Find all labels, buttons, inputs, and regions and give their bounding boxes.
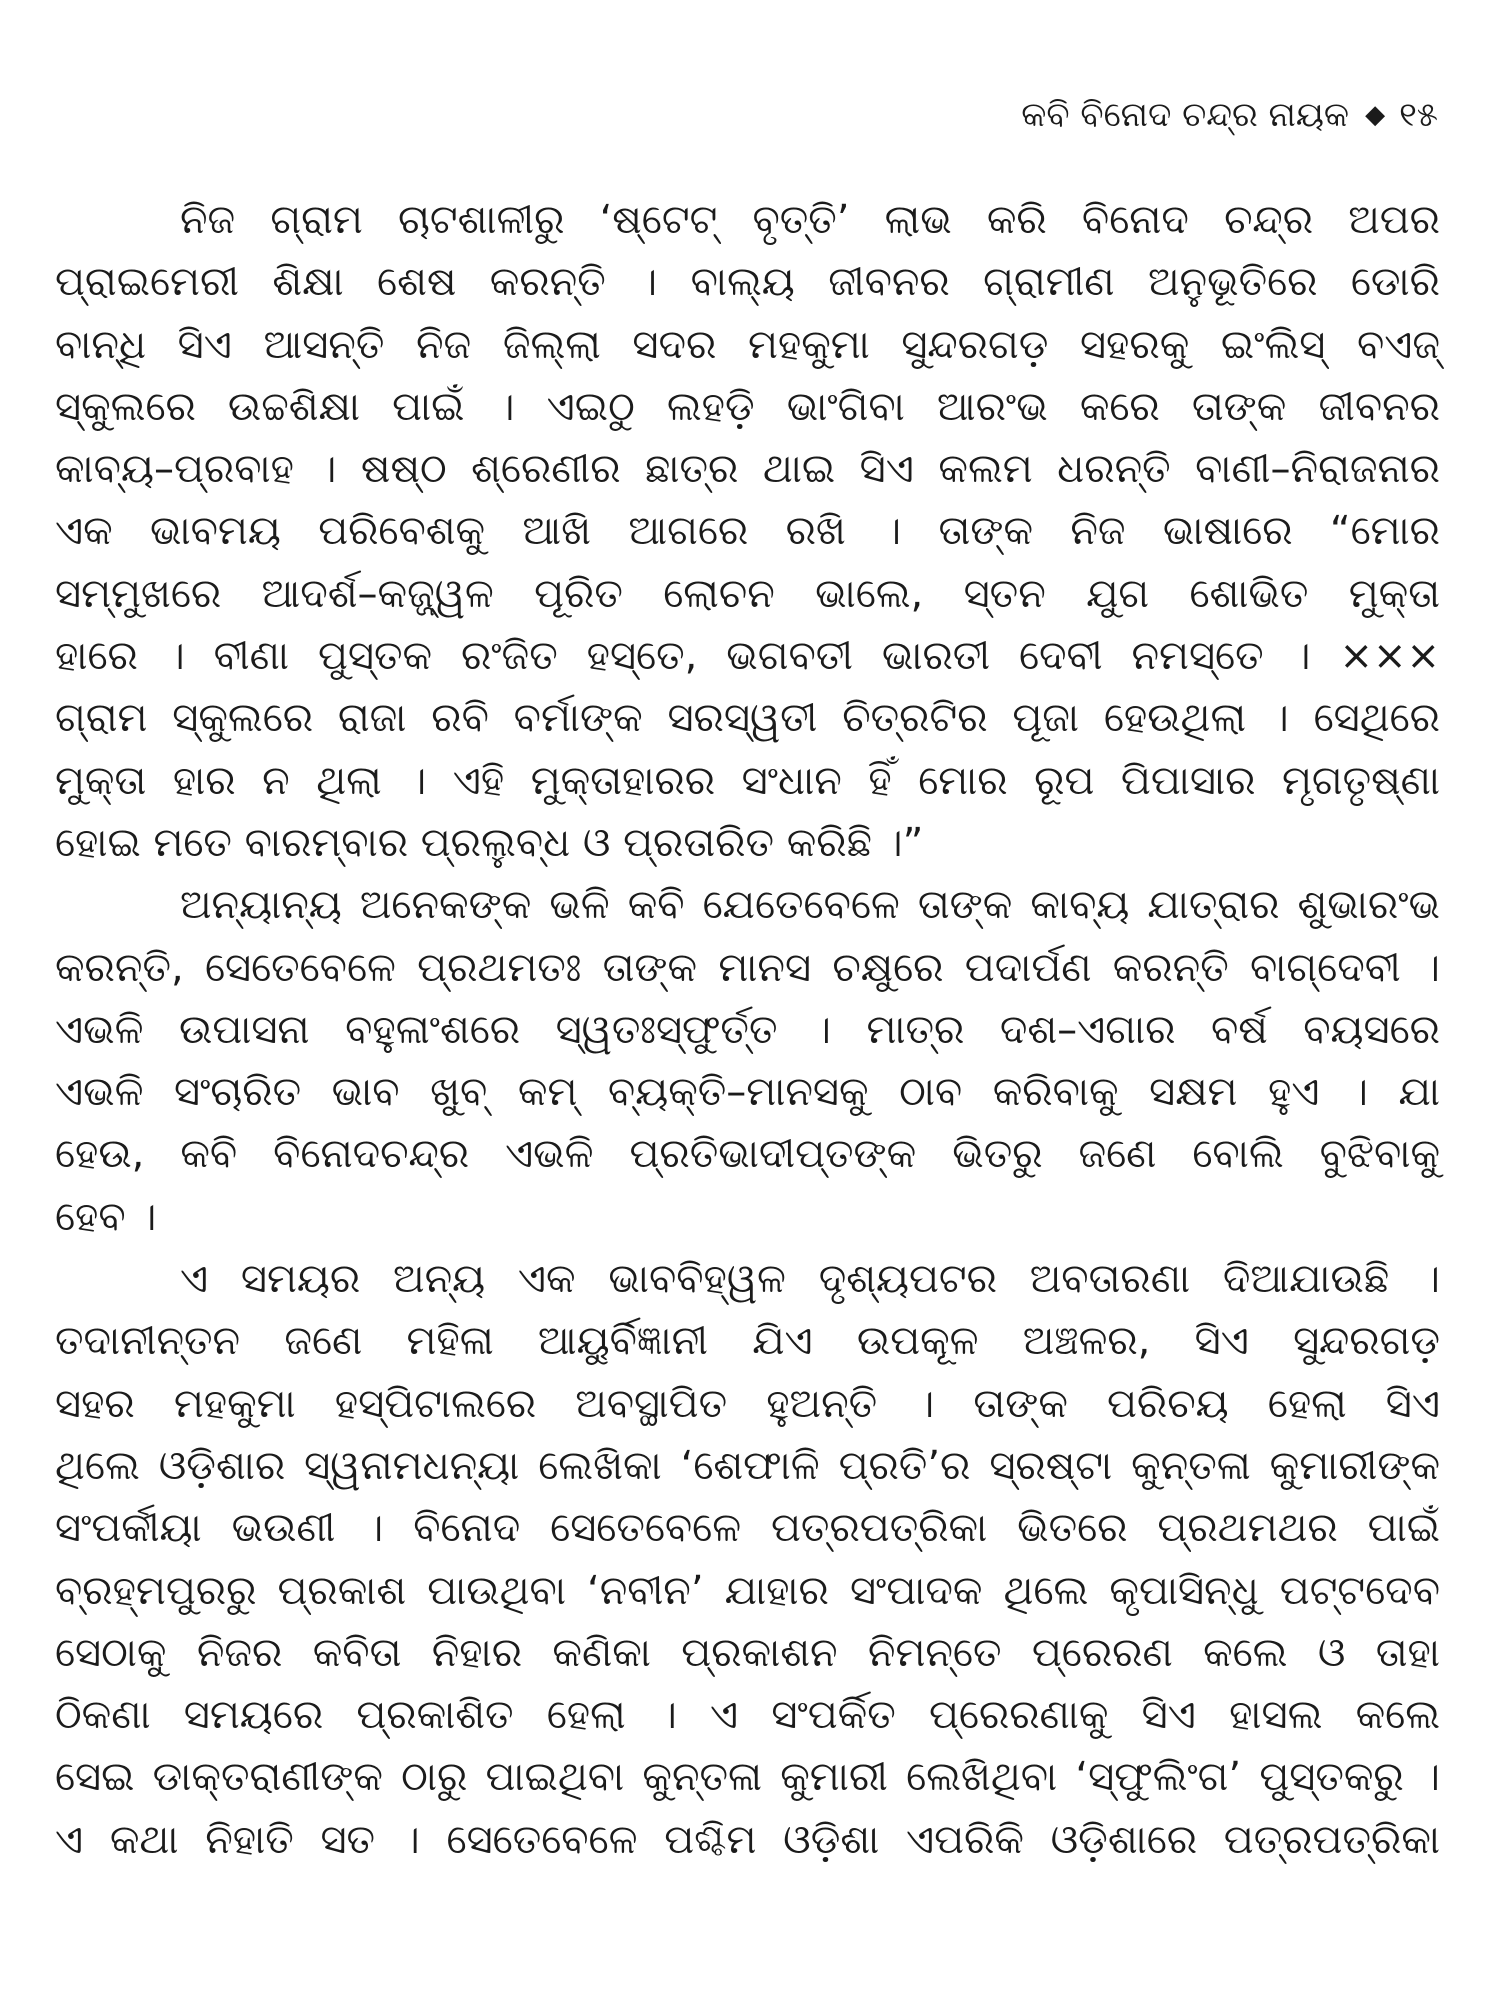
text-line: କରନ୍ତି, ସେତେବେଳେ ପ୍ରଥମତଃ ତାଙ୍କ ମାନସ ଚକ୍ଷୁରେ ପଦାର୍ପଣ କରନ୍ତି ବାଗ୍‌ଦେବୀ । bbox=[55, 944, 1440, 991]
text-line: ମୁକ୍ତା ହାର ନ ଥିଲା । ଏହି ମୁକ୍ତାହାରର ସଂଧାନ ହିଁ ମୋର ରୂପ ପିପାସାର ମୃଗତୃଷ୍ଣା bbox=[55, 757, 1440, 804]
body-text bbox=[55, 189, 1440, 1871]
text-line: କାବ୍ୟ–ପ୍ରବାହ । ଷଷ୍ଠ ଶ୍ରେଣୀର ଛାତ୍ର ଥାଇ ସିଏ କଲମ ଧରନ୍ତି ବାଣୀ–ନିରାଜନାର bbox=[55, 446, 1440, 493]
text-line: ଗ୍ରାମ ସ୍କୁଲରେ ରାଜା ରବି ବର୍ମାଙ୍କ ସରସ୍ୱତୀ ଚିତ୍ରଟିର ପୂଜା ହେଉଥିଲା । ସେଥିରେ bbox=[55, 695, 1440, 742]
text-line: ଏଭଳି ଉପାସନା ବହୁଳାଂଶରେ ସ୍ୱତଃସ୍ଫୁର୍ତ୍ତ । ମାତ୍ର ଦଶ–ଏଗାର ବର୍ଷ ବୟସରେ bbox=[55, 1006, 1440, 1053]
text-line: ହେଉ, କବି ବିନୋଦଚନ୍ଦ୍ର ଏଭଳି ପ୍ରତିଭାଦୀପ୍ତଙ୍କ ଭିତରୁ ଜଣେ ବୋଲି ବୁଝିବାକୁ bbox=[55, 1131, 1440, 1178]
text-line: ଠିକଣା ସମୟରେ ପ୍ରକାଶିତ ହେଲା । ଏ ସଂପର୍କିତ ପ୍ରେରଣାକୁ ସିଏ ହାସଲ କଲେ bbox=[55, 1692, 1440, 1739]
page-number: ୧୫ bbox=[1399, 95, 1438, 135]
text-line: ଏଭଳି ସଂଚାରିତ ଭାବ ଖୁବ୍ କମ୍ ବ୍ୟକ୍ତି–ମାନସକୁ ଠାବ କରିବାକୁ ସକ୍ଷମ ହୁଏ । ଯା bbox=[55, 1069, 1440, 1116]
paragraph-3 bbox=[55, 1248, 1440, 1871]
text-line: ସ୍କୁଲରେ ଉଚ୍ଚଶିକ୍ଷା ପାଇଁ । ଏଇଠୁ ଲହଡ଼ି ଭାଂଗିବା ଆରଂଭ କରେ ତାଙ୍କ ଜୀବନର bbox=[55, 383, 1440, 430]
text-line: ସଂପର୍କୀୟା ଭଉଣୀ । ବିନୋଦ ସେତେବେଳେ ପତ୍ରପତ୍ରିକା ଭିତରେ ପ୍ରଥମଥର ପାଇଁ bbox=[55, 1505, 1440, 1552]
text-line: ଅନ୍ୟାନ୍ୟ ଅନେକଙ୍କ ଭଳି କବି ଯେତେବେଳେ ତାଙ୍କ କାବ୍ୟ ଯାତ୍ରାର ଶୁଭାରଂଭ bbox=[180, 882, 1440, 929]
paragraph-2 bbox=[55, 874, 1440, 1248]
text-line: ବ୍ରହ୍ମପୁରରୁ ପ୍ରକାଶ ପାଉଥିବା ‘ନବୀନ’ ଯାହାର ସଂପାଦକ ଥିଲେ କୃପାସିନ୍ଧୁ ପଟ୍ଟଦେବ bbox=[55, 1567, 1440, 1614]
text-line: ସେଇ ଡାକ୍ତରାଣୀଙ୍କ ଠାରୁ ପାଇଥିବା କୁନ୍ତଳା କୁମାରୀ ଲେଖିଥିବା ‘ସ୍ଫୁଲିଂଗ’ ପୁସ୍ତକରୁ । bbox=[55, 1754, 1440, 1801]
paragraph-1 bbox=[55, 189, 1440, 874]
text-line: ହାରେ । ବୀଣା ପୁସ୍ତକ ରଂଜିତ ହସ୍ତେ, ଭଗବତୀ ଭାରତୀ ଦେବୀ ନମସ୍ତେ । ××× bbox=[55, 633, 1440, 680]
text-line: ସେଠାକୁ ନିଜର କବିତା ନିହାର କଣିକା ପ୍ରକାଶନ ନିମନ୍ତେ ପ୍ରେରଣ କଲେ ଓ ତାହା bbox=[55, 1629, 1440, 1676]
text-line: ସହର ମହକୁମା ହସ୍‌ପିଟାଲରେ ଅବସ୍ଥାପିତ ହୁଅନ୍ତି । ତାଙ୍କ ପରିଚୟ ହେଲା ସିଏ bbox=[55, 1380, 1440, 1427]
text-line: ବାନ୍ଧି ସିଏ ଆସନ୍ତି ନିଜ ଜିଲ୍ଲା ସଦର ମହକୁମା ସୁନ୍ଦରଗଡ଼ ସହରକୁ ଇଂଲିସ୍ ବଏଜ୍ bbox=[55, 321, 1440, 368]
header-title: କବି ବିନୋଦ ଚନ୍ଦ୍ର ନାୟକ bbox=[1021, 95, 1350, 135]
running-header bbox=[55, 95, 1440, 135]
text-line: ପ୍ରାଇମେରୀ ଶିକ୍ଷା ଶେଷ କରନ୍ତି । ବାଲ୍ୟ ଜୀବନର ଗ୍ରାମୀଣ ଅନୁଭୂତିରେ ଡୋରି bbox=[55, 259, 1440, 306]
text-line: ଏ କଥା ନିହାତି ସତ । ସେତେବେଳେ ପଶ୍ଚିମ ଓଡ଼ିଶା ଏପରିକି ଓଡ଼ିଶାରେ ପତ୍ରପତ୍ରିକା bbox=[55, 1816, 1440, 1863]
header-separator-icon: ◆ bbox=[1365, 100, 1386, 130]
text-line: ହୋଇ ମତେ ବାରମ୍ବାର ପ୍ରଲୁବ୍ଧ ଓ ପ୍ରତାରିତ କରିଛି ।” bbox=[55, 819, 924, 866]
text-line: ହେବ । bbox=[55, 1193, 157, 1240]
text-line: ସମ୍ମୁଖରେ ଆଦର୍ଶ–କଜ୍ଜ୍ୱଳ ପୂରିତ ଲୋଚନ ଭାଲେ, ସ୍ତନ ଯୁଗ ଶୋଭିତ ମୁକ୍ତା bbox=[55, 570, 1440, 617]
text-line: ଥିଲେ ଓଡ଼ିଶାର ସ୍ୱନାମଧନ୍ୟା ଲେଖିକା ‘ଶେଫାଳି ପ୍ରତି’ର ସ୍ରଷ୍ଟା କୁନ୍ତଳା କୁମାରୀଙ୍କ bbox=[55, 1442, 1440, 1489]
text-line: ନିଜ ଗ୍ରାମ ଚାଟଶାଳୀରୁ ‘ଷ୍ଟେଟ୍ ବୃତ୍ତି’ ଲାଭ କରି ବିନୋଦ ଚନ୍ଦ୍ର ଅପର bbox=[180, 197, 1440, 243]
text-line: ଏକ ଭାବମୟ ପରିବେଶକୁ ଆଖି ଆଗରେ ରଖି । ତାଙ୍କ ନିଜ ଭାଷାରେ “ମୋର bbox=[55, 508, 1440, 555]
text-line: ତଦାନୀନ୍ତନ ଜଣେ ମହିଳା ଆୟୁର୍ବିଜ୍ଞାନୀ ଯିଏ ଉପକୂଳ ଅଞ୍ଚଳର, ସିଏ ସୁନ୍ଦରଗଡ଼ bbox=[55, 1318, 1440, 1365]
text-line: ଏ ସମୟର ଅନ୍ୟ ଏକ ଭାବବିହ୍ୱଳ ଦୃଶ୍ୟପଟର ଅବତାରଣା ଦିଆଯାଉଛି । bbox=[180, 1256, 1440, 1303]
